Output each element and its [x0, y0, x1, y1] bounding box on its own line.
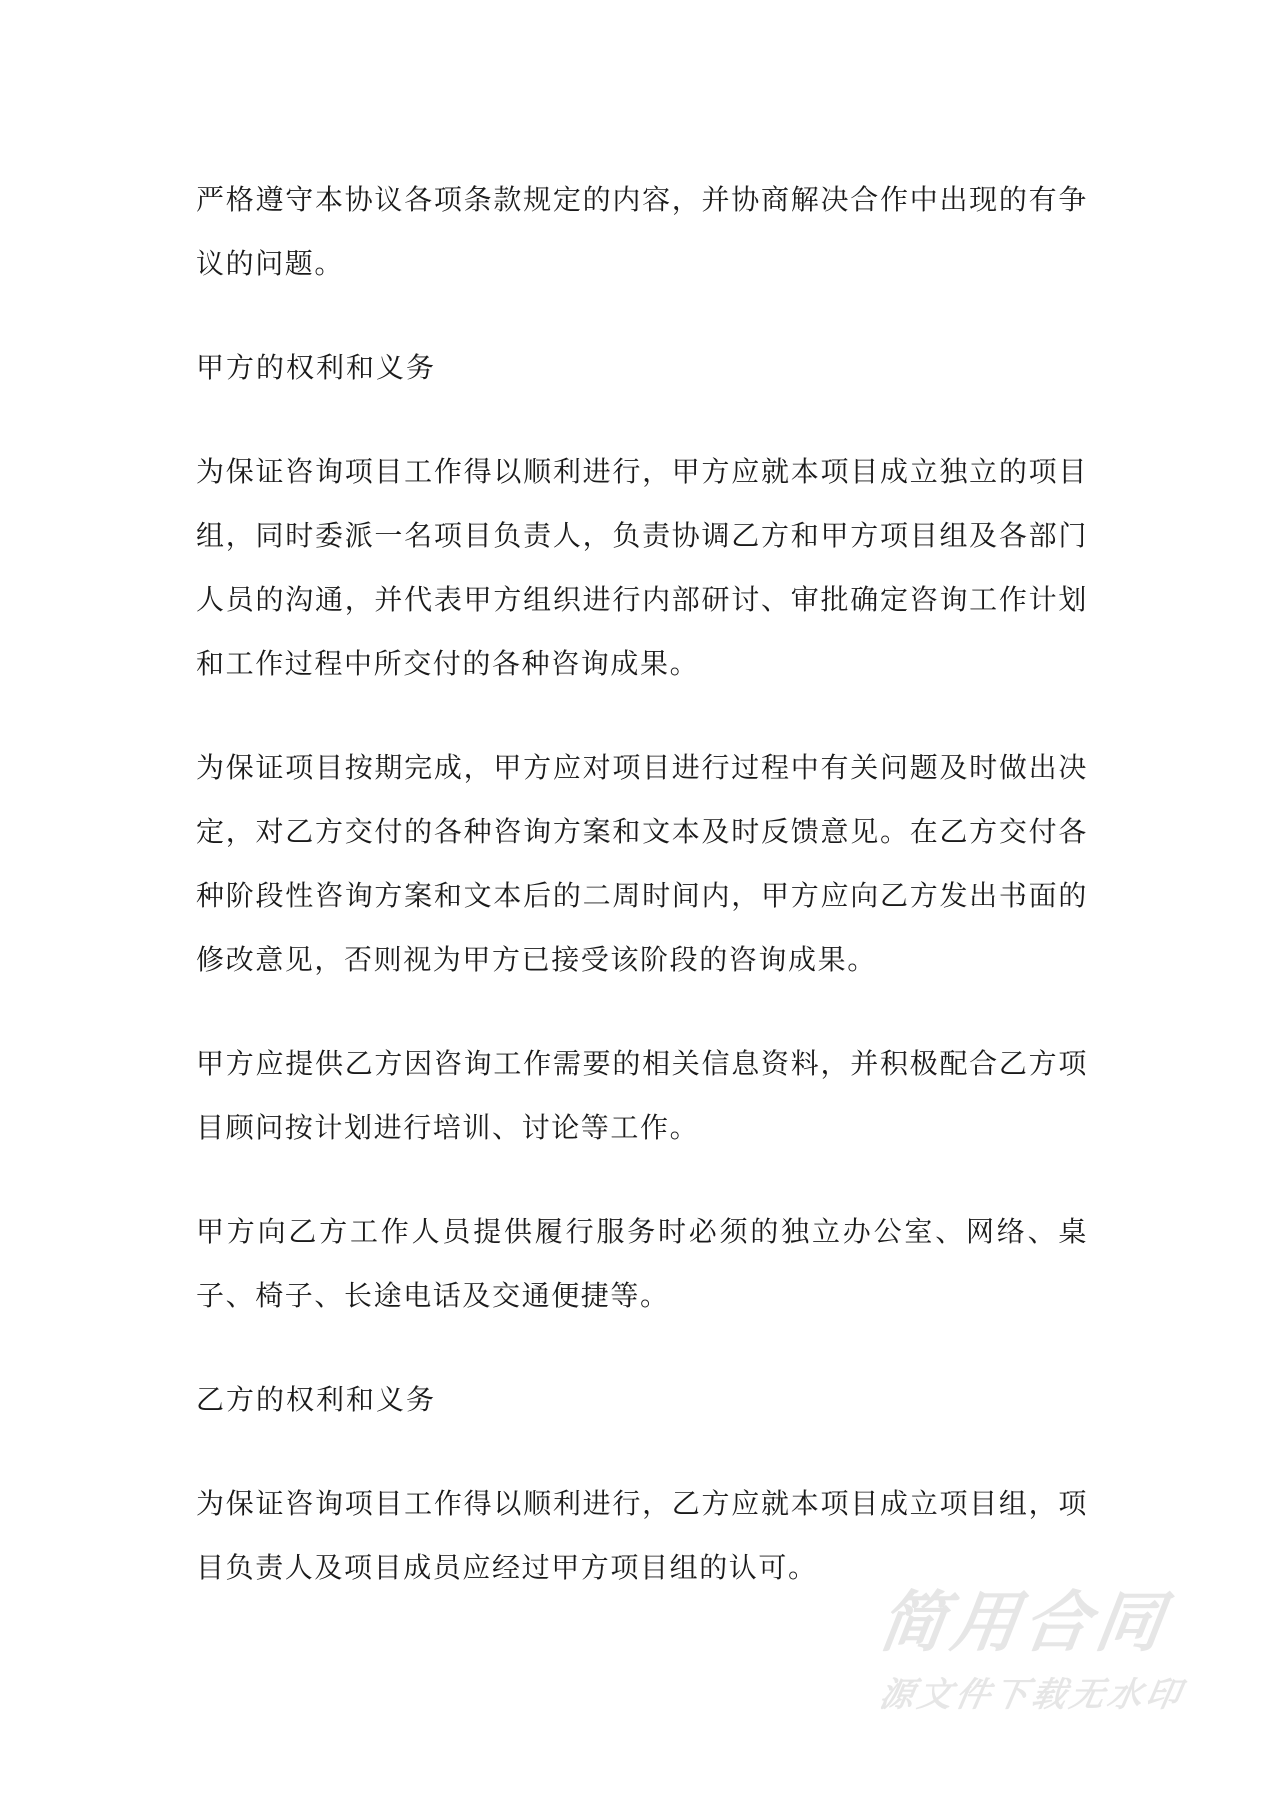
paragraph-party-a-facilities: 甲方向乙方工作人员提供履行服务时必须的独立办公室、网络、桌子、椅子、长途电话及交通便捷等。: [196, 1215, 1088, 1312]
paragraph-party-b-project-team: 为保证咨询项目工作得以顺利进行，乙方应就本项目成立项目组，项目负责人及项目成员应经过甲方项目组的认可。: [196, 1487, 1088, 1584]
watermark-subtitle: 源文件下载无水印: [876, 1675, 1188, 1715]
paragraph-party-a-information: 甲方应提供乙方因咨询工作需要的相关信息资料，并积极配合乙方项目顾问按计划进行培训、讨论等工作。: [196, 1047, 1088, 1144]
document-page: [196, 168, 1088, 1640]
paragraph-dispute-resolution: 严格遵守本协议各项条款规定的内容，并协商解决合作中出现的有争议的问题。: [196, 183, 1088, 280]
heading-party-b-rights: 乙方的权利和义务: [196, 1383, 437, 1416]
heading-party-a-rights: 甲方的权利和义务: [196, 351, 437, 384]
watermark-title: 简用合同: [874, 1584, 1174, 1661]
paragraph-party-a-timely-decisions: 为保证项目按期完成，甲方应对项目进行过程中有关问题及时做出决定，对乙方交付的各种咨询方案和文本及时反馈意见。在乙方交付各种阶段性咨询方案和文本后的二周时间内，甲方应向乙方发出书面的修改意见，否则视为甲方已接受该阶段的咨询成果。: [196, 751, 1088, 976]
paragraph-party-a-project-team: 为保证咨询项目工作得以顺利进行，甲方应就本项目成立独立的项目组，同时委派一名项目负责人，负责协调乙方和甲方项目组及各部门人员的沟通，并代表甲方组织进行内部研讨、审批确定咨询工作计划和工作过程中所交付的各种咨询成果。: [196, 455, 1088, 680]
watermark: [874, 1584, 1210, 1721]
